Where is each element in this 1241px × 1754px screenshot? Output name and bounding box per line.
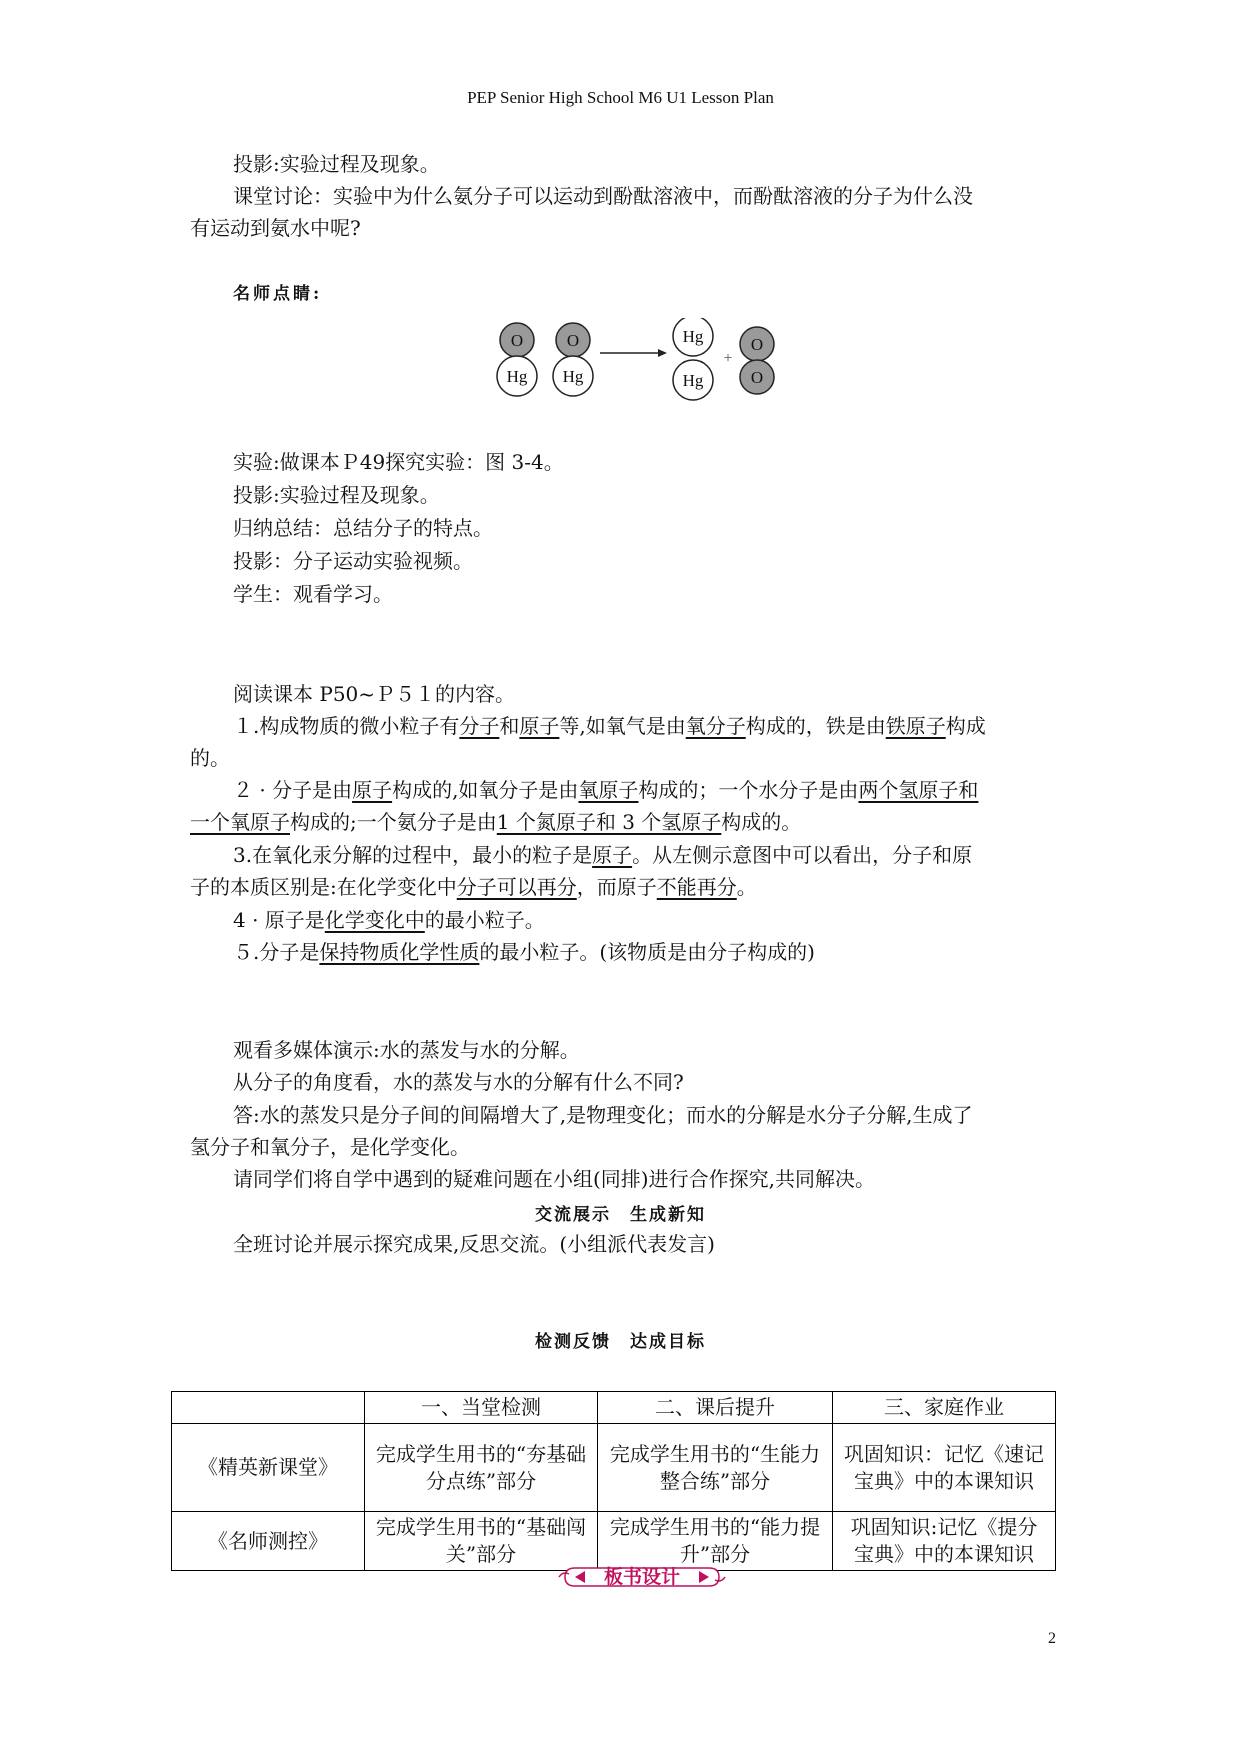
page-number: 2 xyxy=(1048,1630,1056,1647)
table-cell: 巩固知识:记忆《提分宝典》中的本课知识 xyxy=(833,1512,1056,1571)
discussion-text: 全班讨论并展示探究成果,反思交流。(小组派代表发言) xyxy=(233,1232,715,1256)
plus-sign: + xyxy=(723,350,733,367)
atom-label: O xyxy=(750,368,764,387)
item-1: １.构成物质的微小粒子有分子和原子等,如氧气是由氧分子构成的，铁是由铁原子构成 xyxy=(233,714,986,738)
atom-label: Hg xyxy=(562,367,584,386)
board-design-banner xyxy=(557,1562,727,1592)
table-cell xyxy=(172,1392,365,1424)
atom-label: O xyxy=(510,331,524,350)
multimedia-line: 观看多媒体演示:水的蒸发与水的分解。 xyxy=(233,1038,580,1062)
answer-line: 答:水的蒸发只是分子间的间隔增大了,是物理变化；而水的分解是水分子分解,生成了 xyxy=(233,1103,973,1127)
mercury-oxide-diagram xyxy=(495,318,795,418)
table-cell: 巩固知识：记忆《速记宝典》中的本课知识 xyxy=(833,1424,1056,1512)
item-2-cont: 一个氧原子构成的;一个氨分子是由1 个氮原子和 3 个氢原子构成的。 xyxy=(190,810,802,834)
item-2: ２ · 分子是由原子构成的,如氧分子是由氧原子构成的；一个水分子是由两个氢原子和 xyxy=(233,778,979,802)
video-line: 投影：分子运动实验视频。 xyxy=(233,549,473,573)
table-cell: 《名师测控》 xyxy=(172,1512,365,1571)
arrow-head xyxy=(658,349,667,357)
discussion-line: 课堂讨论：实验中为什么氨分子可以运动到酚酞溶液中，而酚酞溶液的分子为什么没 xyxy=(233,184,973,208)
answer-line-cont: 氢分子和氧分子，是化学变化。 xyxy=(190,1135,470,1159)
table-cell: 完成学生用书的“夯基础 分点练”部分 xyxy=(365,1424,598,1512)
section-title-feedback: 检测反馈 达成目标 xyxy=(535,1332,706,1352)
discussion-line-cont: 有运动到氨水中呢? xyxy=(190,216,361,240)
cooperation-line: 请同学们将自学中遇到的疑难问题在小组(同排)进行合作探究,共同解决。 xyxy=(233,1167,875,1191)
atom-label: Hg xyxy=(506,367,528,386)
summary-line: 归纳总结：总结分子的特点。 xyxy=(233,516,493,540)
student-line: 学生：观看学习。 xyxy=(233,582,393,606)
page-header: PEP Senior High School M6 U1 Lesson Plan xyxy=(467,88,774,107)
section-title-exchange: 交流展示 生成新知 xyxy=(535,1205,706,1225)
table-cell: 完成学生用书的“基础闯关”部分 xyxy=(365,1512,598,1571)
table-header: 一、当堂检测 xyxy=(365,1392,598,1424)
table-header: 二、课后提升 xyxy=(598,1392,833,1424)
table-cell: 完成学生用书的“生能力 整合练”部分 xyxy=(598,1424,833,1512)
homework-table xyxy=(171,1391,1056,1571)
table-cell: 完成学生用书的“能力提升”部分 xyxy=(598,1512,833,1571)
atom-label: O xyxy=(750,335,764,354)
banner-label: 板书设计 xyxy=(603,1566,680,1588)
atom-label: Hg xyxy=(682,327,704,346)
item-4: 4 · 原子是化学变化中的最小粒子。 xyxy=(233,908,545,932)
projection-line-2: 投影:实验过程及现象。 xyxy=(233,483,440,507)
table-header-row xyxy=(172,1392,1056,1424)
item-3: 3.在氧化汞分解的过程中，最小的粒子是原子。从左侧示意图中可以看出，分子和原 xyxy=(233,843,973,867)
table-header: 三、家庭作业 xyxy=(833,1392,1056,1424)
table-cell: 《精英新课堂》 xyxy=(172,1424,365,1512)
atom-label: Hg xyxy=(682,371,704,390)
item-3-cont: 子的本质区别是:在化学变化中分子可以再分，而原子不能再分。 xyxy=(190,875,757,899)
item-1-cont: 的。 xyxy=(190,746,230,770)
table-row xyxy=(172,1424,1056,1512)
experiment-line: 实验:做课本Ｐ49探究实验：图 3-4。 xyxy=(233,450,564,474)
question-line: 从分子的角度看，水的蒸发与水的分解有什么不同? xyxy=(233,1070,684,1094)
reading-line: 阅读课本 P50~Ｐ５１的内容。 xyxy=(233,682,516,706)
item-5: ５.分子是保持物质化学性质的最小粒子。(该物质是由分子构成的) xyxy=(233,940,815,964)
teacher-point-label: 名师点睛: xyxy=(233,284,323,304)
atom-label: O xyxy=(566,331,580,350)
projection-line: 投影:实验过程及现象。 xyxy=(233,152,440,176)
